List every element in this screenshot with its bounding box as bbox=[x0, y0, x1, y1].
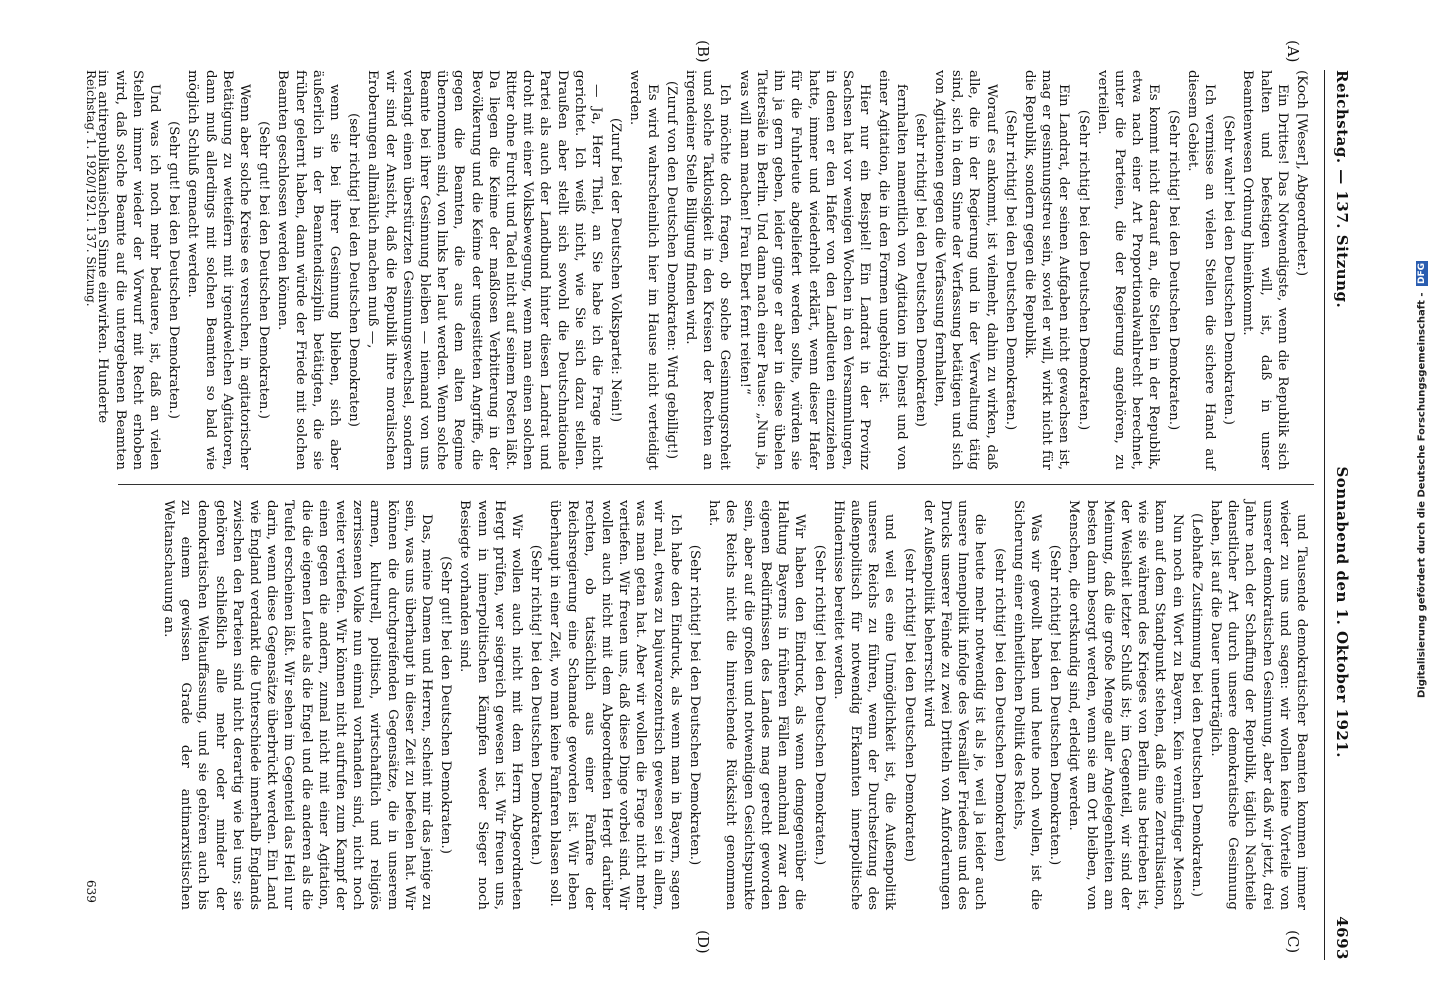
page-header bbox=[1330, 70, 1354, 960]
interjection: (Sehr richtig! bei den Deutschen Demokraten.) bbox=[1075, 109, 1091, 431]
interjection: (Lebhafte Zustimmung bei den Deutschen Demokraten.) bbox=[1188, 513, 1204, 897]
dfg-logo-icon: DFG bbox=[1417, 263, 1427, 285]
paragraph: Worauf es ankommt, ist vielmehr, dahin zu wirken, daß alle, die in der Regierung und in der Verwaltung tätig sind, sich in dem Sinne der Verfassung betätigen und sich von Agitationen gegen die Verfassung fernhalten, bbox=[931, 70, 999, 470]
margin-letter-d: (D) bbox=[694, 930, 712, 954]
header-center: Sonnabend den 1. Oktober 1921. bbox=[1333, 466, 1351, 759]
paragraph: Ein Landrat, der seinen Aufgaben nicht gewachsen ist, mag er gesinnungstreu sein, soviel er will, wirkt nicht für die Republik, sondern gegen die Republik. bbox=[1021, 70, 1072, 470]
paragraph: Was wir gewollt haben und heute noch wollen, ist die Sicherung einer einheitlichen Politik des Reichs, bbox=[1010, 500, 1043, 910]
paragraph: Ein Drittes! Das Notwendigste, wenn die Republik sich halten und befestigen will, ist, daß in unser Beamtenwesen Ordnung hineinkommt. bbox=[1240, 70, 1290, 470]
interjection: (Sehr richtig! bei den Deutschen Demokraten.) bbox=[528, 544, 544, 866]
interjection: (Zuruf bei der Deutschen Volkspartei: Nein!) bbox=[608, 117, 624, 423]
left-column bbox=[95, 70, 1310, 470]
paragraph: die heute mehr notwendig ist als je, weil ja leider auch unsere Innenpolitik infolge des Versailler Friedens und des Drucks unserer Feinde zu zwei Dritteln von Anforderungen der Außenpolitik beherrscht wird bbox=[920, 500, 988, 910]
paragraph: Wenn aber solche Kreise es versuchen, in agitatorischer Betätigung zu wetteifern mit irgendwelchen Agitatoren, dann muß allerdings mit solchen Beamten so bald wie möglich Schluß gemacht werden. bbox=[185, 70, 253, 470]
interjection: (Zuruf von den Deutschen Demokraten: Wird gebilligt!) bbox=[663, 80, 679, 460]
paragraph: fernhalten namentlich von Agitation im Dienst und von einer Agitation, die in den Formen ungehörig ist. bbox=[876, 70, 909, 470]
paragraph: Wir wollen auch nicht mit dem Herrn Abgeordneten Hergt prüfen, wer siegreich gewesen ist. Wir freuen uns, wenn in innerpolitischen Kämpfen weder Sieger noch Besiegte vorhanden sind. bbox=[457, 500, 525, 910]
paragraph: — Ja, Herr Thiel, an Sie habe ich die Frage nicht gerichtet. Ich weiß nicht, wie Sie sich dazu stellen. Draußen aber stellt sich sowohl die Deutschnationale Partei als auch der Landbund hinter diesen Landrat und droht mit einer Volksbewegung, wenn man einen solchen Ritter ohne Furcht und Tadel nicht auf seinem Posten läßt. Da liegen die Keime der maßlosen Verbitterung in der Bevölkerung und die Keime der ungesitteten Angriffe, die gegen die Beamten, die aus dem alten Regime übernommen sind, von links her laut werden. Wenn solche Beamte bei ihrer Gesinnung bleiben — niemand von uns verlangt einen überstürzten Gesinnungswechsel, sondern wir sind der Ansicht, daß die Republik ihre moralischen Eroberungen allmählich machen muß —, bbox=[365, 70, 605, 470]
paragraph: Und was ich noch mehr bedauere, ist, daß an vielen Stellen immer wieder der Vorwurf mit Recht erhoben wird, daß solche Beamte auf die untergebenen Beamten im antirepublikanischen Sinne einwirken. Hunderte bbox=[95, 70, 162, 470]
interjection: (Sehr richtig! bei den Deutschen Demokraten.) bbox=[687, 544, 703, 866]
watermark-text: Digitalisierung gefördert durch die Deutsche Forschungsgemeinschaft - bbox=[1416, 292, 1428, 698]
interjection: (Sehr gut! bei den Deutschen Demokraten.) bbox=[166, 120, 182, 420]
paragraph: und weil es eine Unmöglichkeit ist, die Außenpolitik unseres Reichs zu führen, wenn der Durchsetzung des außenpolitisch für notwendig Erkannten innerpolitische Hindernisse bereitet werden. bbox=[830, 500, 898, 910]
paragraph: Es kommt nicht darauf an, die Stellen in der Republik, etwa nach einer Art Proportionalwahlrecht berechnet, unter die Parteien, die der Regierung angehören, zu verteilen. bbox=[1094, 70, 1162, 470]
interjection: (sehr richtig! bei den Deutschen Demokraten) bbox=[346, 113, 362, 427]
interjection: (sehr richtig! bei den Deutschen Demokraten) bbox=[912, 113, 928, 427]
interjection: (Sehr richtig! bei den Deutschen Demokraten.) bbox=[1047, 544, 1063, 866]
paragraph: Ich habe den Eindruck, als wenn man in Bayern, sagen wir mal, etwas zu bajuwarozentrisch gewesen sei in allem, was man getan hat. Aber wir wollen die Frage nicht mehr vertiefen. Wir freuen uns, daß diese Dinge vorbei sind. Wir wollen auch nicht mit dem Abgeordneten Hergt darüber rechten, ob tatsächlich aus einer Fanfare der Reichsregierung eine Schamade geworden ist. Wir leben überhaupt in einer Zeit, wo man keine Fanfaren blasen soll. bbox=[547, 500, 683, 910]
right-column bbox=[108, 500, 1310, 910]
interjection: (Sehr wahr! bei den Deutschen Demokraten.) bbox=[1221, 115, 1237, 425]
paragraph: Das, meine Damen und Herren, scheint mir das jenige zu sein, was uns überhaupt in dieser Zeit zu befeelen hat. Wir können die durchgreifenden Gegensätze, die in unserem armen, kulturell, politisch, wirtschaftlich und religiös zerrissenen Volke nun einmal vorhanden sind, nicht noch weiter vertiefen. Wir können nicht aufrufen zum Kampf der einen gegen die andern, zumal nicht mit einer Agitation, die die eigenen Leute als die Engel und die anderen als die Teufel erscheinen läßt. Wir sehen im Gegenteil das Heil nur darin, wenn diese Gegensätze überbrückt werden. Ein Land wie England verdankt die Unterschiede innerhalb Englands zwischen den Parteien sind nicht derartig wie bei uns; sie gehören schließlich alle mehr oder minder der demokratischen Weltauffassung, und sie gehören auch bis zu einem gewissen Grade der antimarxistischen Weltanschauung an. bbox=[161, 500, 435, 910]
margin-letter-c: (C) bbox=[1284, 930, 1302, 954]
interjection: (Sehr richtig! bei den Deutschen Demokraten.) bbox=[811, 544, 827, 866]
interjection: (sehr richtig! bei den Deutschen Demokraten) bbox=[901, 548, 917, 862]
paragraph: Es wird wahrscheinlich hier im Hause nicht verteidigt werden. bbox=[627, 70, 660, 470]
paragraph: Hier nur ein Beispiel! Ein Landrat in der Provinz Sachsen hat vor wenigen Wochen in den Versammlungen, in denen er den Hafer von den Landleuten einzuziehen hatte, immer und wiederholt erklärt, wenn dieser Hafer für die Fuhrleute abgeliefert werden sollte, würden sie ihn ja gern geben, leider ginge er aber in diese übelen Tattersäle in Berlin. Und dann nach einer Pause: „Nun ja, was will man machen! Frau Ebert fernt reiten!“ bbox=[736, 70, 873, 470]
interjection: (Sehr gut! bei den Deutschen Demokraten.) bbox=[256, 120, 272, 420]
header-left: Reichstag. — 137. Sitzung. bbox=[1333, 70, 1351, 309]
paragraph: Nun noch ein Wort zu Bayern. Kein vernünftiger Mensch kann auf dem Standpunkt stehen, daß eine Zentralisation, wie sie während des Krieges von Berlin aus betrieben ist, der Weisheit letzter Schluß ist; im Gegenteil, wir sind der Meinung, daß die große Menge aller Angelegenheiten am besten dann besorgt werden, wenn sie am Ort bleiben, von Menschen, die ortskundig sind, erledigt werden. bbox=[1066, 500, 1185, 910]
paragraph: Ich möchte doch fragen, ob solche Gesinnungsroheit und solche Taktlosigkeit in den Kreisen der Rechten an irgendeiner Stelle Billigung finden wird. bbox=[683, 70, 733, 470]
interjection: (Sehr richtig! bei den Deutschen Demokraten.) bbox=[1165, 109, 1181, 431]
footer-page-number: 639 bbox=[84, 880, 98, 903]
header-page-number: 4693 bbox=[1333, 916, 1351, 960]
paragraph: wenn sie bei ihrer Gesinnung blieben, sich aber äußerlich in der Beamtendisziplin betätigten, die sie früher gelernt haben, dann würde der Friede mit solchen Beamten geschlossen werden können. bbox=[275, 70, 343, 470]
dfg-watermark bbox=[1412, 8, 1432, 698]
column-divider bbox=[118, 484, 1314, 485]
paragraph: Wir haben den Eindruck, als wenn demgegenüber die Haltung Bayerns in früheren Fällen manchmal zwar den eigenen Bedürfnissen des Landes mag gerecht geworden sein, aber auf die großen und notwendigen Gesichtspunkte des Reichs nicht die hinreichende Rücksicht genommen hat. bbox=[706, 500, 808, 910]
interjection: (Sehr gut! bei den Deutschen Demokraten.) bbox=[438, 555, 454, 855]
paragraph: Ich vermisse an vielen Stellen die sichere Hand auf diesem Gebiet. bbox=[1184, 70, 1217, 470]
margin-letter-b: (B) bbox=[694, 40, 712, 63]
header-rule bbox=[1324, 70, 1325, 960]
footer-left: Reichstag. 1. 1920/1921. 137. Sitzung. bbox=[84, 70, 98, 307]
interjection: (Sehr richtig! bei den Deutschen Demokraten.) bbox=[1002, 109, 1018, 431]
interjection: (sehr richtig! bei den Deutschen Demokraten) bbox=[991, 548, 1007, 862]
speaker-label: (Koch [Weser], Abgeordneter.) bbox=[1294, 70, 1309, 277]
paragraph: und Tausende demokratischer Beamten kommen immer wieder zu uns und sagen: wir wollen keine Vorteile von unserer demokratischen Gesinnung, aber daß wir jetzt, drei Jahre nach der Schaffung der Republik, täglich Nachteile dienstlicher Art durch unsere demokratische Gesinnung haben, ist auf die Dauer unerträglich. bbox=[1207, 500, 1309, 910]
margin-letter-a: (A) bbox=[1284, 40, 1302, 63]
